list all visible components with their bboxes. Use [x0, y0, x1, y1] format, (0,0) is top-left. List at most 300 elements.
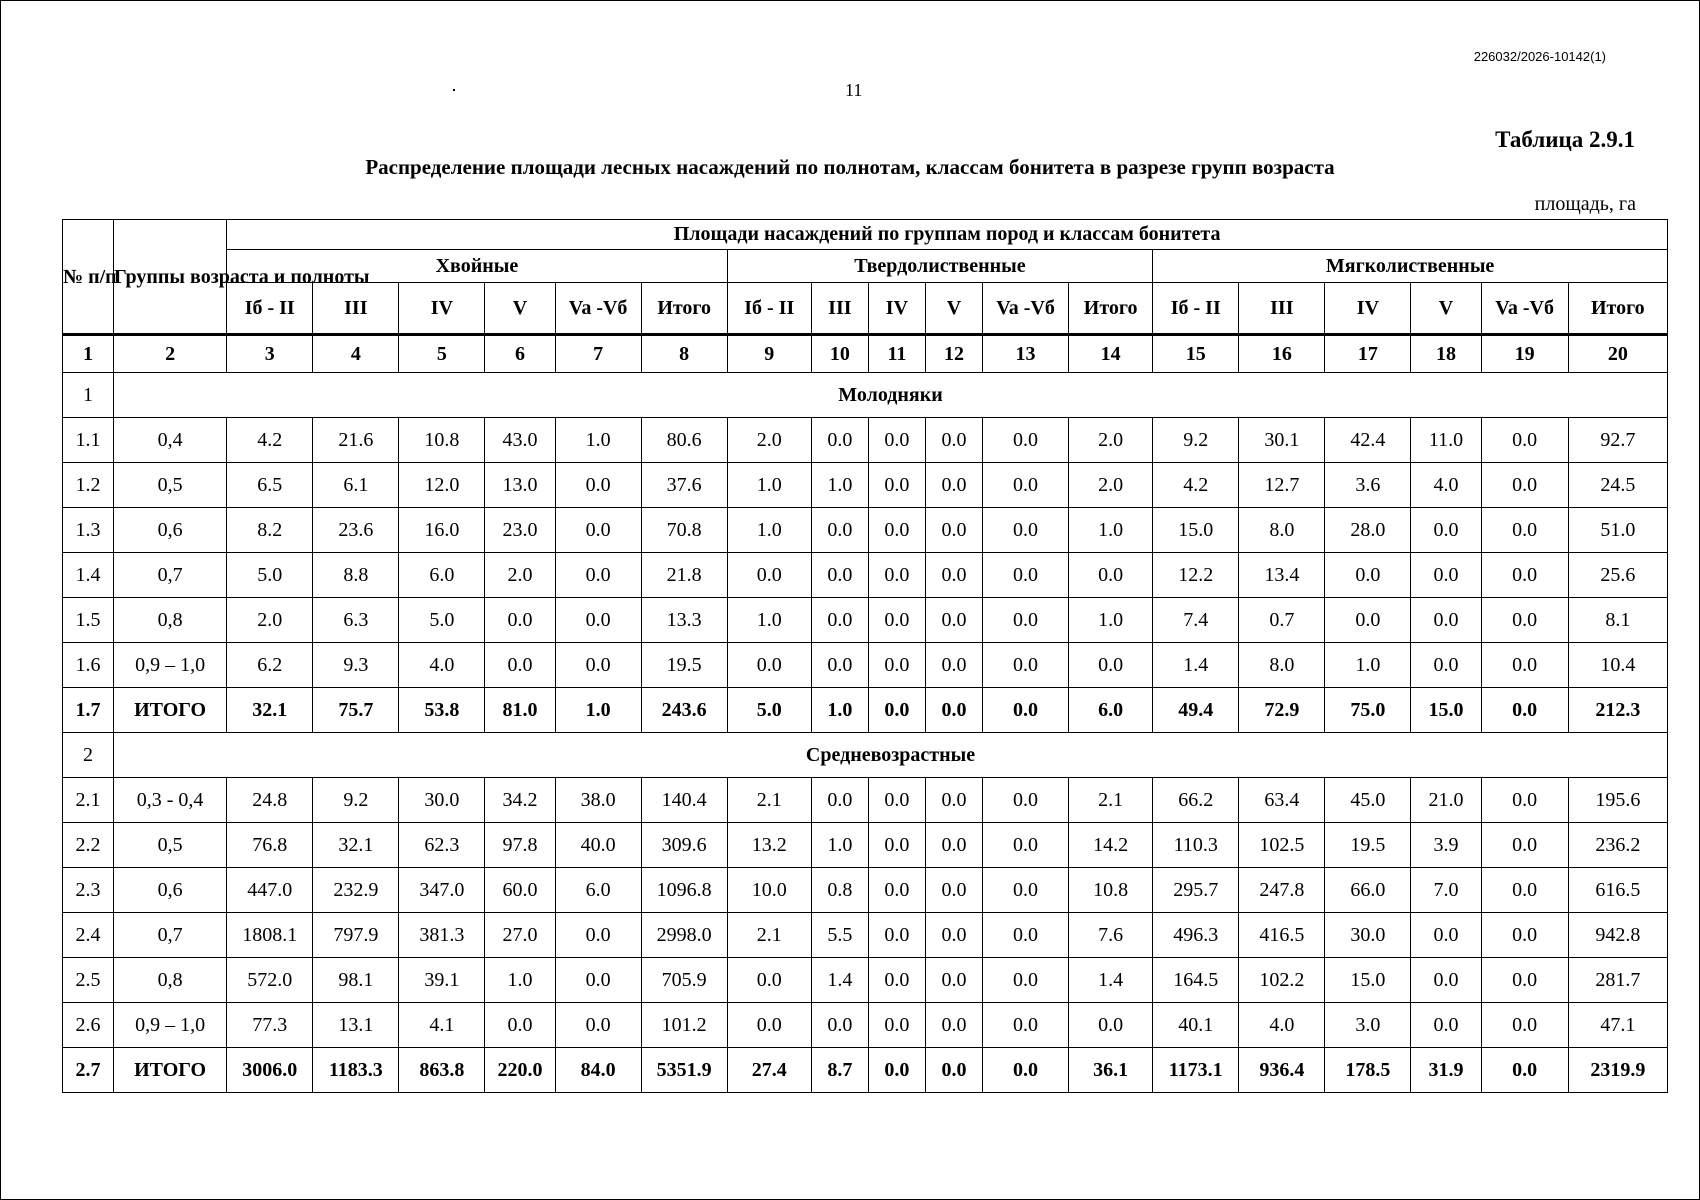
- table-row: [63, 868, 1668, 913]
- value-cell: 0.7: [1239, 598, 1325, 643]
- value-cell: 3006.0: [227, 1048, 313, 1093]
- value-cell: 32.1: [313, 823, 399, 868]
- value-cell: 7.6: [1069, 913, 1153, 958]
- value-cell: 2.0: [485, 553, 555, 598]
- table-row: [63, 778, 1668, 823]
- section-number: 1: [63, 373, 114, 418]
- value-cell: 0.0: [868, 553, 925, 598]
- value-cell: 0.0: [868, 508, 925, 553]
- value-cell: 0.0: [727, 553, 811, 598]
- row-group: 0,9 – 1,0: [114, 1003, 227, 1048]
- table-row: [63, 1003, 1668, 1048]
- column-number-cell: 15: [1153, 335, 1239, 373]
- row-number: 2.3: [63, 868, 114, 913]
- value-cell: 76.8: [227, 823, 313, 868]
- value-cell: 28.0: [1325, 508, 1411, 553]
- row-number: 1.1: [63, 418, 114, 463]
- value-cell: 19.5: [1325, 823, 1411, 868]
- value-cell: 0.0: [868, 1048, 925, 1093]
- row-group: 0,5: [114, 823, 227, 868]
- row-number: 2.6: [63, 1003, 114, 1048]
- value-cell: 8.8: [313, 553, 399, 598]
- value-cell: 7.4: [1153, 598, 1239, 643]
- value-cell: 1.4: [811, 958, 868, 1003]
- header-class-cell: IV: [1325, 283, 1411, 335]
- value-cell: 705.9: [641, 958, 727, 1003]
- section-title: Молодняки: [114, 373, 1668, 418]
- value-cell: 0.0: [868, 823, 925, 868]
- value-cell: 0.0: [868, 463, 925, 508]
- value-cell: 0.0: [811, 778, 868, 823]
- row-group: 0,3 - 0,4: [114, 778, 227, 823]
- value-cell: 0.0: [983, 418, 1069, 463]
- value-cell: 0.8: [811, 868, 868, 913]
- value-cell: 66.0: [1325, 868, 1411, 913]
- column-number-cell: 6: [485, 335, 555, 373]
- value-cell: 27.4: [727, 1048, 811, 1093]
- value-cell: 70.8: [641, 508, 727, 553]
- value-cell: 0.0: [1411, 508, 1481, 553]
- value-cell: 0.0: [1481, 958, 1568, 1003]
- value-cell: 6.0: [399, 553, 485, 598]
- value-cell: 0.0: [925, 418, 982, 463]
- value-cell: 13.2: [727, 823, 811, 868]
- value-cell: 0.0: [1481, 823, 1568, 868]
- value-cell: 0.0: [555, 553, 641, 598]
- value-cell: 0.0: [1481, 913, 1568, 958]
- value-cell: 0.0: [555, 508, 641, 553]
- value-cell: 0.0: [1411, 643, 1481, 688]
- header-col-group: Группы возраста и полноты: [114, 220, 227, 335]
- row-number: 2.1: [63, 778, 114, 823]
- row-group: 0,6: [114, 508, 227, 553]
- header-class-cell: V: [925, 283, 982, 335]
- header-class-cell: Va -Vб: [555, 283, 641, 335]
- value-cell: 0.0: [925, 1003, 982, 1048]
- value-cell: 0.0: [868, 1003, 925, 1048]
- value-cell: 37.6: [641, 463, 727, 508]
- value-cell: 97.8: [485, 823, 555, 868]
- column-number-cell: 4: [313, 335, 399, 373]
- value-cell: 0.0: [1481, 778, 1568, 823]
- value-cell: 30.0: [399, 778, 485, 823]
- value-cell: 1.0: [811, 823, 868, 868]
- header-class-cell: Итого: [1568, 283, 1667, 335]
- document-title: Распределение площади лесных насаждений по полнотам, классам бонитета в разрезе групп возраста: [365, 155, 1335, 179]
- row-group: 0,8: [114, 958, 227, 1003]
- value-cell: 92.7: [1568, 418, 1667, 463]
- column-number-cell: 7: [555, 335, 641, 373]
- value-cell: 2.1: [727, 913, 811, 958]
- value-cell: 236.2: [1568, 823, 1667, 868]
- value-cell: 0.0: [868, 643, 925, 688]
- value-cell: 4.1: [399, 1003, 485, 1048]
- row-group: 0,9 – 1,0: [114, 643, 227, 688]
- value-cell: 0.0: [1481, 1003, 1568, 1048]
- table-label: Таблица 2.9.1: [1495, 127, 1635, 152]
- value-cell: 101.2: [641, 1003, 727, 1048]
- value-cell: 0.0: [983, 463, 1069, 508]
- value-cell: 0.0: [868, 868, 925, 913]
- value-cell: 10.8: [399, 418, 485, 463]
- value-cell: 39.1: [399, 958, 485, 1003]
- value-cell: 0.0: [925, 778, 982, 823]
- value-cell: 8.2: [227, 508, 313, 553]
- value-cell: 0.0: [983, 958, 1069, 1003]
- value-cell: 0.0: [811, 1003, 868, 1048]
- value-cell: 447.0: [227, 868, 313, 913]
- value-cell: 0.0: [1481, 463, 1568, 508]
- table-row: [63, 958, 1668, 1003]
- header-class-cell: IV: [399, 283, 485, 335]
- value-cell: 0.0: [1325, 553, 1411, 598]
- value-cell: 797.9: [313, 913, 399, 958]
- value-cell: 4.2: [227, 418, 313, 463]
- value-cell: 1.0: [485, 958, 555, 1003]
- value-cell: 0.0: [1411, 913, 1481, 958]
- value-cell: 8.7: [811, 1048, 868, 1093]
- value-cell: 60.0: [485, 868, 555, 913]
- section-number: 2: [63, 733, 114, 778]
- value-cell: 0.0: [485, 643, 555, 688]
- value-cell: 0.0: [811, 508, 868, 553]
- value-cell: 31.9: [1411, 1048, 1481, 1093]
- value-cell: 8.0: [1239, 643, 1325, 688]
- header-class-cell: III: [1239, 283, 1325, 335]
- column-number-cell: 13: [983, 335, 1069, 373]
- column-number-cell: 16: [1239, 335, 1325, 373]
- value-cell: 1.0: [1069, 598, 1153, 643]
- value-cell: 1.0: [811, 463, 868, 508]
- value-cell: 15.0: [1153, 508, 1239, 553]
- value-cell: 11.0: [1411, 418, 1481, 463]
- value-cell: 0.0: [555, 598, 641, 643]
- value-cell: 0.0: [1481, 598, 1568, 643]
- value-cell: 51.0: [1568, 508, 1667, 553]
- value-cell: 281.7: [1568, 958, 1667, 1003]
- value-cell: 416.5: [1239, 913, 1325, 958]
- value-cell: 102.2: [1239, 958, 1325, 1003]
- table-row: [63, 463, 1668, 508]
- value-cell: 21.6: [313, 418, 399, 463]
- value-cell: 0.0: [983, 913, 1069, 958]
- value-cell: 0.0: [555, 913, 641, 958]
- value-cell: 12.7: [1239, 463, 1325, 508]
- value-cell: 1.0: [1325, 643, 1411, 688]
- value-cell: 13.0: [485, 463, 555, 508]
- value-cell: 1808.1: [227, 913, 313, 958]
- value-cell: 5.0: [227, 553, 313, 598]
- row-number: 1.2: [63, 463, 114, 508]
- value-cell: 0.0: [925, 958, 982, 1003]
- value-cell: 6.0: [1069, 688, 1153, 733]
- value-cell: 0.0: [1411, 1003, 1481, 1048]
- value-cell: 6.5: [227, 463, 313, 508]
- header-class-cell: V: [485, 283, 555, 335]
- value-cell: 30.1: [1239, 418, 1325, 463]
- value-cell: 0.0: [1481, 688, 1568, 733]
- value-cell: 0.0: [1069, 553, 1153, 598]
- value-cell: 0.0: [555, 958, 641, 1003]
- value-cell: 63.4: [1239, 778, 1325, 823]
- value-cell: 0.0: [983, 598, 1069, 643]
- row-group: 0,4: [114, 418, 227, 463]
- header-class-cell: Va -Vб: [983, 283, 1069, 335]
- value-cell: 616.5: [1568, 868, 1667, 913]
- header-class-cell: III: [811, 283, 868, 335]
- row-group: 0,7: [114, 553, 227, 598]
- document-id: 226032/2026-10142(1): [1473, 49, 1606, 64]
- value-cell: 0.0: [983, 643, 1069, 688]
- header-class-cell: Iб - II: [227, 283, 313, 335]
- header-class-cell: Итого: [1069, 283, 1153, 335]
- value-cell: 247.8: [1239, 868, 1325, 913]
- value-cell: 0.0: [485, 598, 555, 643]
- value-cell: 49.4: [1153, 688, 1239, 733]
- value-cell: 0.0: [727, 958, 811, 1003]
- row-number: 1.3: [63, 508, 114, 553]
- page-number: 11: [845, 80, 863, 100]
- value-cell: 40.0: [555, 823, 641, 868]
- value-cell: 16.0: [399, 508, 485, 553]
- value-cell: 381.3: [399, 913, 485, 958]
- value-cell: 0.0: [925, 508, 982, 553]
- value-cell: 19.5: [641, 643, 727, 688]
- value-cell: 0.0: [925, 823, 982, 868]
- column-number-cell: 12: [925, 335, 982, 373]
- row-number: 2.4: [63, 913, 114, 958]
- column-number-cell: 9: [727, 335, 811, 373]
- value-cell: 2.1: [1069, 778, 1153, 823]
- header-class-cell: V: [1411, 283, 1481, 335]
- value-cell: 0.0: [1481, 553, 1568, 598]
- value-cell: 10.0: [727, 868, 811, 913]
- value-cell: 1.0: [555, 688, 641, 733]
- row-group: 0,5: [114, 463, 227, 508]
- value-cell: 0.0: [811, 553, 868, 598]
- value-cell: 0.0: [983, 508, 1069, 553]
- total-row: [63, 688, 1668, 733]
- column-number-cell: 2: [114, 335, 227, 373]
- column-number-cell: 1: [63, 335, 114, 373]
- value-cell: 0.0: [868, 418, 925, 463]
- value-cell: 942.8: [1568, 913, 1667, 958]
- value-cell: 0.0: [811, 643, 868, 688]
- column-number-cell: 17: [1325, 335, 1411, 373]
- value-cell: 2319.9: [1568, 1048, 1667, 1093]
- value-cell: 12.2: [1153, 553, 1239, 598]
- header-span-all: Площади насаждений по группам пород и классам бонитета: [227, 220, 1668, 250]
- value-cell: 72.9: [1239, 688, 1325, 733]
- forest-area-table: [62, 219, 1668, 1093]
- value-cell: 1.0: [555, 418, 641, 463]
- value-cell: 0.0: [1481, 418, 1568, 463]
- value-cell: 77.3: [227, 1003, 313, 1048]
- value-cell: 13.4: [1239, 553, 1325, 598]
- value-cell: 2.0: [227, 598, 313, 643]
- table-row: [63, 823, 1668, 868]
- value-cell: 0.0: [811, 598, 868, 643]
- value-cell: 102.5: [1239, 823, 1325, 868]
- value-cell: 81.0: [485, 688, 555, 733]
- value-cell: 2.0: [1069, 418, 1153, 463]
- value-cell: 0.0: [983, 868, 1069, 913]
- value-cell: 9.2: [313, 778, 399, 823]
- value-cell: 38.0: [555, 778, 641, 823]
- value-cell: 6.2: [227, 643, 313, 688]
- value-cell: 936.4: [1239, 1048, 1325, 1093]
- value-cell: 295.7: [1153, 868, 1239, 913]
- value-cell: 309.6: [641, 823, 727, 868]
- value-cell: 0.0: [925, 463, 982, 508]
- value-cell: 30.0: [1325, 913, 1411, 958]
- value-cell: 1.4: [1153, 643, 1239, 688]
- column-number-cell: 5: [399, 335, 485, 373]
- header-col-num: № п/п: [63, 220, 114, 335]
- section-row: [63, 373, 1668, 418]
- value-cell: 1.4: [1069, 958, 1153, 1003]
- column-number-cell: 11: [868, 335, 925, 373]
- table-row: [63, 598, 1668, 643]
- value-cell: 0.0: [1481, 868, 1568, 913]
- value-cell: 24.8: [227, 778, 313, 823]
- value-cell: 13.1: [313, 1003, 399, 1048]
- row-group: 0,7: [114, 913, 227, 958]
- value-cell: 15.0: [1411, 688, 1481, 733]
- value-cell: 0.0: [1325, 598, 1411, 643]
- value-cell: 0.0: [1069, 643, 1153, 688]
- value-cell: 4.0: [1239, 1003, 1325, 1048]
- value-cell: 140.4: [641, 778, 727, 823]
- row-number: 2.7: [63, 1048, 114, 1093]
- value-cell: 5.0: [727, 688, 811, 733]
- value-cell: 863.8: [399, 1048, 485, 1093]
- table-row: [63, 913, 1668, 958]
- section-title: Средневозрастные: [114, 733, 1668, 778]
- value-cell: 42.4: [1325, 418, 1411, 463]
- value-cell: 243.6: [641, 688, 727, 733]
- value-cell: 0.0: [925, 868, 982, 913]
- value-cell: 53.8: [399, 688, 485, 733]
- value-cell: 0.0: [1481, 1048, 1568, 1093]
- value-cell: 13.3: [641, 598, 727, 643]
- value-cell: 6.3: [313, 598, 399, 643]
- value-cell: 0.0: [983, 688, 1069, 733]
- value-cell: 496.3: [1153, 913, 1239, 958]
- row-number: 2.2: [63, 823, 114, 868]
- header-group-softwood: Мягколиственные: [1153, 250, 1668, 283]
- value-cell: 40.1: [1153, 1003, 1239, 1048]
- value-cell: 0.0: [983, 553, 1069, 598]
- value-cell: 9.3: [313, 643, 399, 688]
- column-number-cell: 3: [227, 335, 313, 373]
- table-row: [63, 508, 1668, 553]
- value-cell: 220.0: [485, 1048, 555, 1093]
- value-cell: 15.0: [1325, 958, 1411, 1003]
- header-class-cell: Iб - II: [727, 283, 811, 335]
- value-cell: 36.1: [1069, 1048, 1153, 1093]
- value-cell: 0.0: [555, 1003, 641, 1048]
- value-cell: 1.0: [727, 463, 811, 508]
- value-cell: 195.6: [1568, 778, 1667, 823]
- value-cell: 5.0: [399, 598, 485, 643]
- value-cell: 0.0: [555, 643, 641, 688]
- value-cell: 6.1: [313, 463, 399, 508]
- row-number: 2.5: [63, 958, 114, 1003]
- value-cell: 1173.1: [1153, 1048, 1239, 1093]
- value-cell: 1.0: [811, 688, 868, 733]
- value-cell: 0.0: [1481, 508, 1568, 553]
- row-number: 1.5: [63, 598, 114, 643]
- value-cell: 0.0: [1411, 553, 1481, 598]
- column-number-cell: 14: [1069, 335, 1153, 373]
- value-cell: 0.0: [983, 823, 1069, 868]
- value-cell: 0.0: [925, 643, 982, 688]
- value-cell: 5351.9: [641, 1048, 727, 1093]
- value-cell: 0.0: [925, 598, 982, 643]
- row-group: 0,8: [114, 598, 227, 643]
- header-class-cell: Va -Vб: [1481, 283, 1568, 335]
- row-group: ИТОГО: [114, 1048, 227, 1093]
- value-cell: 0.0: [925, 688, 982, 733]
- value-cell: 0.0: [983, 1003, 1069, 1048]
- value-cell: 232.9: [313, 868, 399, 913]
- value-cell: 4.2: [1153, 463, 1239, 508]
- value-cell: 4.0: [1411, 463, 1481, 508]
- header-class-cell: Iб - II: [1153, 283, 1239, 335]
- header-class-cell: III: [313, 283, 399, 335]
- value-cell: 0.0: [727, 643, 811, 688]
- units-label: площадь, га: [1534, 193, 1636, 215]
- value-cell: 34.2: [485, 778, 555, 823]
- value-cell: 1096.8: [641, 868, 727, 913]
- header-class-cell: IV: [868, 283, 925, 335]
- value-cell: 27.0: [485, 913, 555, 958]
- value-cell: 1.0: [727, 508, 811, 553]
- value-cell: 8.0: [1239, 508, 1325, 553]
- value-cell: 0.0: [727, 1003, 811, 1048]
- row-number: 1.6: [63, 643, 114, 688]
- value-cell: 2998.0: [641, 913, 727, 958]
- value-cell: 0.0: [1411, 958, 1481, 1003]
- value-cell: 23.0: [485, 508, 555, 553]
- value-cell: 7.0: [1411, 868, 1481, 913]
- value-cell: 3.6: [1325, 463, 1411, 508]
- value-cell: 47.1: [1568, 1003, 1667, 1048]
- value-cell: 0.0: [868, 778, 925, 823]
- value-cell: 3.0: [1325, 1003, 1411, 1048]
- value-cell: 0.0: [983, 1048, 1069, 1093]
- table-row: [63, 643, 1668, 688]
- value-cell: 0.0: [868, 958, 925, 1003]
- value-cell: 43.0: [485, 418, 555, 463]
- dot-mark: [453, 89, 455, 91]
- value-cell: 84.0: [555, 1048, 641, 1093]
- value-cell: 9.2: [1153, 418, 1239, 463]
- value-cell: 98.1: [313, 958, 399, 1003]
- table-row: [63, 418, 1668, 463]
- value-cell: 0.0: [925, 913, 982, 958]
- row-number: 1.7: [63, 688, 114, 733]
- table-row: [63, 553, 1668, 598]
- value-cell: 0.0: [925, 1048, 982, 1093]
- header-group-conifer: Хвойные: [227, 250, 728, 283]
- value-cell: 32.1: [227, 688, 313, 733]
- value-cell: 23.6: [313, 508, 399, 553]
- column-number-cell: 18: [1411, 335, 1481, 373]
- value-cell: 12.0: [399, 463, 485, 508]
- value-cell: 75.0: [1325, 688, 1411, 733]
